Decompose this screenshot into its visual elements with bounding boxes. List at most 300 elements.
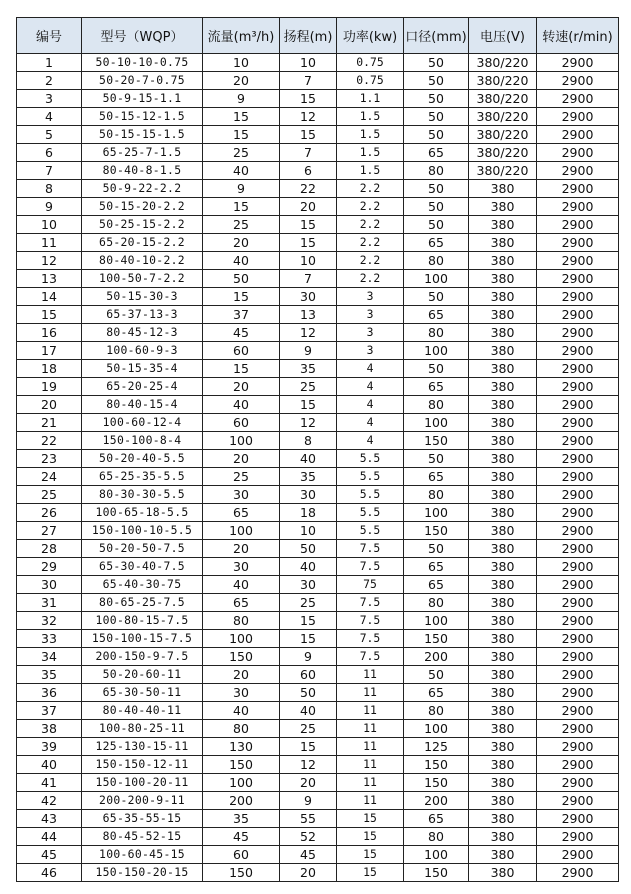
cell-flow: 50 — [203, 270, 280, 288]
cell-head: 20 — [280, 774, 337, 792]
cell-id: 8 — [17, 180, 82, 198]
cell-speed: 2900 — [537, 306, 619, 324]
cell-head: 15 — [280, 612, 337, 630]
cell-id: 17 — [17, 342, 82, 360]
cell-id: 14 — [17, 288, 82, 306]
cell-id: 31 — [17, 594, 82, 612]
cell-head: 7 — [280, 270, 337, 288]
cell-head: 12 — [280, 414, 337, 432]
cell-id: 40 — [17, 756, 82, 774]
cell-voltage: 380 — [469, 396, 537, 414]
cell-caliber: 80 — [404, 324, 469, 342]
cell-speed: 2900 — [537, 144, 619, 162]
cell-speed: 2900 — [537, 504, 619, 522]
cell-flow: 200 — [203, 792, 280, 810]
cell-flow: 60 — [203, 846, 280, 864]
cell-head: 15 — [280, 738, 337, 756]
cell-power: 0.75 — [337, 54, 404, 72]
cell-head: 9 — [280, 792, 337, 810]
cell-id: 19 — [17, 378, 82, 396]
cell-voltage: 380 — [469, 630, 537, 648]
cell-id: 26 — [17, 504, 82, 522]
cell-speed: 2900 — [537, 216, 619, 234]
cell-id: 24 — [17, 468, 82, 486]
cell-power: 15 — [337, 828, 404, 846]
cell-speed: 2900 — [537, 414, 619, 432]
cell-id: 34 — [17, 648, 82, 666]
cell-flow: 20 — [203, 666, 280, 684]
table-row — [17, 180, 619, 198]
cell-model: 65-20-25-4 — [82, 378, 203, 396]
cell-flow: 150 — [203, 864, 280, 882]
cell-model: 100-65-18-5.5 — [82, 504, 203, 522]
cell-speed: 2900 — [537, 540, 619, 558]
cell-voltage: 380 — [469, 504, 537, 522]
cell-caliber: 65 — [404, 558, 469, 576]
cell-head: 13 — [280, 306, 337, 324]
cell-speed: 2900 — [537, 468, 619, 486]
cell-voltage: 380 — [469, 450, 537, 468]
cell-power: 11 — [337, 720, 404, 738]
cell-power: 1.5 — [337, 108, 404, 126]
cell-caliber: 150 — [404, 774, 469, 792]
cell-caliber: 100 — [404, 504, 469, 522]
cell-model: 150-100-8-4 — [82, 432, 203, 450]
cell-caliber: 50 — [404, 72, 469, 90]
table-row — [17, 126, 619, 144]
cell-caliber: 80 — [404, 486, 469, 504]
cell-id: 30 — [17, 576, 82, 594]
cell-voltage: 380 — [469, 216, 537, 234]
cell-power: 75 — [337, 576, 404, 594]
cell-voltage: 380 — [469, 180, 537, 198]
cell-head: 30 — [280, 288, 337, 306]
cell-model: 80-40-40-11 — [82, 702, 203, 720]
cell-speed: 2900 — [537, 162, 619, 180]
cell-speed: 2900 — [537, 486, 619, 504]
cell-caliber: 150 — [404, 522, 469, 540]
cell-power: 5.5 — [337, 504, 404, 522]
cell-id: 5 — [17, 126, 82, 144]
cell-caliber: 100 — [404, 846, 469, 864]
header-speed: 转速(r/min) — [537, 18, 619, 54]
cell-head: 52 — [280, 828, 337, 846]
cell-flow: 40 — [203, 252, 280, 270]
table-row — [17, 468, 619, 486]
cell-id: 12 — [17, 252, 82, 270]
cell-power: 2.2 — [337, 216, 404, 234]
cell-model: 80-65-25-7.5 — [82, 594, 203, 612]
cell-flow: 15 — [203, 198, 280, 216]
header-row — [17, 18, 619, 54]
cell-head: 10 — [280, 522, 337, 540]
cell-voltage: 380/220 — [469, 54, 537, 72]
cell-speed: 2900 — [537, 810, 619, 828]
cell-speed: 2900 — [537, 738, 619, 756]
table-row — [17, 90, 619, 108]
cell-voltage: 380 — [469, 324, 537, 342]
cell-voltage: 380 — [469, 360, 537, 378]
table-row — [17, 828, 619, 846]
table-row — [17, 666, 619, 684]
cell-head: 25 — [280, 720, 337, 738]
cell-head: 12 — [280, 108, 337, 126]
cell-caliber: 65 — [404, 144, 469, 162]
cell-caliber: 200 — [404, 792, 469, 810]
cell-voltage: 380 — [469, 720, 537, 738]
table-row — [17, 774, 619, 792]
cell-power: 4 — [337, 414, 404, 432]
cell-flow: 40 — [203, 162, 280, 180]
cell-model: 200-150-9-7.5 — [82, 648, 203, 666]
cell-flow: 25 — [203, 144, 280, 162]
cell-caliber: 65 — [404, 468, 469, 486]
cell-speed: 2900 — [537, 72, 619, 90]
cell-model: 80-45-52-15 — [82, 828, 203, 846]
cell-head: 9 — [280, 648, 337, 666]
cell-flow: 20 — [203, 540, 280, 558]
cell-speed: 2900 — [537, 864, 619, 882]
cell-voltage: 380 — [469, 342, 537, 360]
cell-speed: 2900 — [537, 576, 619, 594]
cell-caliber: 65 — [404, 810, 469, 828]
cell-speed: 2900 — [537, 612, 619, 630]
cell-model: 50-15-20-2.2 — [82, 198, 203, 216]
cell-flow: 65 — [203, 504, 280, 522]
cell-id: 22 — [17, 432, 82, 450]
cell-flow: 20 — [203, 450, 280, 468]
cell-speed: 2900 — [537, 360, 619, 378]
cell-flow: 9 — [203, 90, 280, 108]
cell-model: 50-25-15-2.2 — [82, 216, 203, 234]
table-row — [17, 72, 619, 90]
cell-speed: 2900 — [537, 522, 619, 540]
table-row — [17, 198, 619, 216]
cell-voltage: 380 — [469, 522, 537, 540]
cell-flow: 100 — [203, 432, 280, 450]
cell-flow: 35 — [203, 810, 280, 828]
cell-head: 50 — [280, 540, 337, 558]
table-row — [17, 342, 619, 360]
cell-speed: 2900 — [537, 180, 619, 198]
cell-model: 100-80-15-7.5 — [82, 612, 203, 630]
cell-model: 65-30-40-7.5 — [82, 558, 203, 576]
header-id: 编号 — [17, 18, 82, 54]
cell-model: 150-150-12-11 — [82, 756, 203, 774]
cell-id: 15 — [17, 306, 82, 324]
table-row — [17, 432, 619, 450]
pump-spec-table — [16, 17, 619, 882]
cell-model: 80-40-8-1.5 — [82, 162, 203, 180]
cell-head: 15 — [280, 396, 337, 414]
cell-voltage: 380 — [469, 792, 537, 810]
cell-id: 10 — [17, 216, 82, 234]
cell-model: 80-45-12-3 — [82, 324, 203, 342]
cell-speed: 2900 — [537, 252, 619, 270]
cell-id: 16 — [17, 324, 82, 342]
cell-head: 9 — [280, 342, 337, 360]
cell-head: 6 — [280, 162, 337, 180]
cell-model: 65-25-35-5.5 — [82, 468, 203, 486]
table-row — [17, 792, 619, 810]
table-row — [17, 558, 619, 576]
cell-head: 15 — [280, 126, 337, 144]
cell-caliber: 65 — [404, 306, 469, 324]
cell-power: 11 — [337, 774, 404, 792]
cell-flow: 15 — [203, 108, 280, 126]
cell-head: 30 — [280, 576, 337, 594]
table-row — [17, 108, 619, 126]
cell-caliber: 100 — [404, 612, 469, 630]
cell-caliber: 150 — [404, 432, 469, 450]
cell-caliber: 50 — [404, 540, 469, 558]
cell-voltage: 380 — [469, 234, 537, 252]
cell-id: 2 — [17, 72, 82, 90]
cell-flow: 37 — [203, 306, 280, 324]
cell-power: 4 — [337, 432, 404, 450]
cell-power: 5.5 — [337, 486, 404, 504]
table-header — [17, 18, 619, 54]
cell-voltage: 380 — [469, 558, 537, 576]
cell-head: 25 — [280, 378, 337, 396]
cell-head: 60 — [280, 666, 337, 684]
table-row — [17, 378, 619, 396]
cell-id: 43 — [17, 810, 82, 828]
cell-power: 1.5 — [337, 126, 404, 144]
cell-model: 50-20-7-0.75 — [82, 72, 203, 90]
cell-model: 125-130-15-11 — [82, 738, 203, 756]
cell-head: 12 — [280, 756, 337, 774]
cell-head: 35 — [280, 360, 337, 378]
cell-caliber: 150 — [404, 756, 469, 774]
table-row — [17, 864, 619, 882]
cell-voltage: 380 — [469, 846, 537, 864]
cell-model: 65-30-50-11 — [82, 684, 203, 702]
cell-model: 65-20-15-2.2 — [82, 234, 203, 252]
cell-id: 4 — [17, 108, 82, 126]
cell-power: 2.2 — [337, 270, 404, 288]
cell-model: 65-40-30-75 — [82, 576, 203, 594]
cell-flow: 40 — [203, 396, 280, 414]
cell-id: 37 — [17, 702, 82, 720]
cell-voltage: 380 — [469, 270, 537, 288]
cell-speed: 2900 — [537, 648, 619, 666]
cell-head: 15 — [280, 90, 337, 108]
cell-id: 9 — [17, 198, 82, 216]
cell-head: 15 — [280, 216, 337, 234]
cell-speed: 2900 — [537, 792, 619, 810]
cell-id: 21 — [17, 414, 82, 432]
cell-voltage: 380 — [469, 648, 537, 666]
cell-speed: 2900 — [537, 630, 619, 648]
cell-head: 10 — [280, 54, 337, 72]
cell-speed: 2900 — [537, 54, 619, 72]
cell-head: 15 — [280, 234, 337, 252]
cell-caliber: 100 — [404, 342, 469, 360]
cell-power: 0.75 — [337, 72, 404, 90]
table-row — [17, 540, 619, 558]
cell-speed: 2900 — [537, 450, 619, 468]
cell-voltage: 380 — [469, 810, 537, 828]
cell-id: 18 — [17, 360, 82, 378]
table-row — [17, 594, 619, 612]
cell-power: 11 — [337, 702, 404, 720]
cell-power: 11 — [337, 792, 404, 810]
cell-voltage: 380 — [469, 540, 537, 558]
cell-caliber: 80 — [404, 162, 469, 180]
cell-id: 41 — [17, 774, 82, 792]
cell-voltage: 380 — [469, 432, 537, 450]
cell-voltage: 380 — [469, 864, 537, 882]
cell-voltage: 380 — [469, 306, 537, 324]
cell-speed: 2900 — [537, 828, 619, 846]
cell-flow: 25 — [203, 216, 280, 234]
table-row — [17, 504, 619, 522]
cell-flow: 80 — [203, 720, 280, 738]
cell-flow: 150 — [203, 756, 280, 774]
cell-head: 40 — [280, 450, 337, 468]
cell-model: 50-15-35-4 — [82, 360, 203, 378]
cell-flow: 20 — [203, 72, 280, 90]
cell-head: 15 — [280, 630, 337, 648]
cell-voltage: 380 — [469, 702, 537, 720]
cell-caliber: 100 — [404, 720, 469, 738]
table-row — [17, 324, 619, 342]
cell-caliber: 50 — [404, 666, 469, 684]
cell-model: 65-37-13-3 — [82, 306, 203, 324]
cell-id: 39 — [17, 738, 82, 756]
table-row — [17, 360, 619, 378]
table-row — [17, 216, 619, 234]
table-row — [17, 288, 619, 306]
cell-model: 150-100-10-5.5 — [82, 522, 203, 540]
cell-head: 7 — [280, 144, 337, 162]
cell-caliber: 50 — [404, 360, 469, 378]
cell-model: 65-35-55-15 — [82, 810, 203, 828]
cell-speed: 2900 — [537, 288, 619, 306]
cell-caliber: 50 — [404, 90, 469, 108]
table-row — [17, 612, 619, 630]
cell-head: 25 — [280, 594, 337, 612]
cell-power: 2.2 — [337, 180, 404, 198]
cell-voltage: 380/220 — [469, 126, 537, 144]
cell-power: 11 — [337, 738, 404, 756]
table-row — [17, 648, 619, 666]
cell-id: 45 — [17, 846, 82, 864]
cell-power: 11 — [337, 666, 404, 684]
cell-head: 20 — [280, 198, 337, 216]
cell-speed: 2900 — [537, 270, 619, 288]
table-row — [17, 306, 619, 324]
cell-flow: 30 — [203, 486, 280, 504]
cell-model: 50-20-60-11 — [82, 666, 203, 684]
cell-voltage: 380/220 — [469, 144, 537, 162]
cell-power: 3 — [337, 288, 404, 306]
cell-speed: 2900 — [537, 396, 619, 414]
cell-voltage: 380 — [469, 198, 537, 216]
cell-flow: 40 — [203, 576, 280, 594]
cell-power: 5.5 — [337, 522, 404, 540]
cell-model: 100-80-25-11 — [82, 720, 203, 738]
cell-speed: 2900 — [537, 90, 619, 108]
cell-id: 38 — [17, 720, 82, 738]
cell-head: 7 — [280, 72, 337, 90]
cell-caliber: 125 — [404, 738, 469, 756]
cell-flow: 20 — [203, 378, 280, 396]
cell-voltage: 380 — [469, 594, 537, 612]
cell-id: 35 — [17, 666, 82, 684]
table-body — [17, 54, 619, 882]
cell-power: 7.5 — [337, 594, 404, 612]
cell-id: 13 — [17, 270, 82, 288]
cell-head: 30 — [280, 486, 337, 504]
header-voltage: 电压(V) — [469, 18, 537, 54]
table-row — [17, 684, 619, 702]
cell-power: 7.5 — [337, 540, 404, 558]
cell-power: 15 — [337, 864, 404, 882]
cell-id: 28 — [17, 540, 82, 558]
cell-flow: 10 — [203, 54, 280, 72]
cell-id: 6 — [17, 144, 82, 162]
cell-caliber: 50 — [404, 108, 469, 126]
cell-flow: 30 — [203, 684, 280, 702]
table-row — [17, 162, 619, 180]
cell-model: 100-60-9-3 — [82, 342, 203, 360]
cell-power: 1.5 — [337, 162, 404, 180]
cell-head: 40 — [280, 702, 337, 720]
cell-model: 65-25-7-1.5 — [82, 144, 203, 162]
cell-power: 7.5 — [337, 558, 404, 576]
cell-flow: 65 — [203, 594, 280, 612]
table-row — [17, 450, 619, 468]
cell-id: 25 — [17, 486, 82, 504]
cell-caliber: 150 — [404, 630, 469, 648]
cell-caliber: 80 — [404, 702, 469, 720]
cell-speed: 2900 — [537, 774, 619, 792]
cell-model: 80-30-30-5.5 — [82, 486, 203, 504]
cell-model: 50-9-15-1.1 — [82, 90, 203, 108]
table-row — [17, 252, 619, 270]
cell-caliber: 80 — [404, 594, 469, 612]
cell-id: 3 — [17, 90, 82, 108]
cell-id: 20 — [17, 396, 82, 414]
cell-model: 50-15-15-1.5 — [82, 126, 203, 144]
cell-id: 32 — [17, 612, 82, 630]
cell-head: 35 — [280, 468, 337, 486]
cell-speed: 2900 — [537, 558, 619, 576]
cell-id: 33 — [17, 630, 82, 648]
cell-flow: 130 — [203, 738, 280, 756]
cell-head: 20 — [280, 864, 337, 882]
cell-head: 8 — [280, 432, 337, 450]
cell-power: 3 — [337, 306, 404, 324]
header-caliber: 口径(mm) — [404, 18, 469, 54]
cell-caliber: 65 — [404, 378, 469, 396]
cell-power: 1.1 — [337, 90, 404, 108]
cell-caliber: 50 — [404, 216, 469, 234]
cell-speed: 2900 — [537, 666, 619, 684]
cell-id: 23 — [17, 450, 82, 468]
cell-voltage: 380 — [469, 756, 537, 774]
cell-caliber: 100 — [404, 414, 469, 432]
cell-id: 11 — [17, 234, 82, 252]
cell-caliber: 80 — [404, 828, 469, 846]
cell-id: 42 — [17, 792, 82, 810]
cell-model: 100-50-7-2.2 — [82, 270, 203, 288]
cell-head: 10 — [280, 252, 337, 270]
cell-power: 7.5 — [337, 648, 404, 666]
cell-model: 100-60-12-4 — [82, 414, 203, 432]
